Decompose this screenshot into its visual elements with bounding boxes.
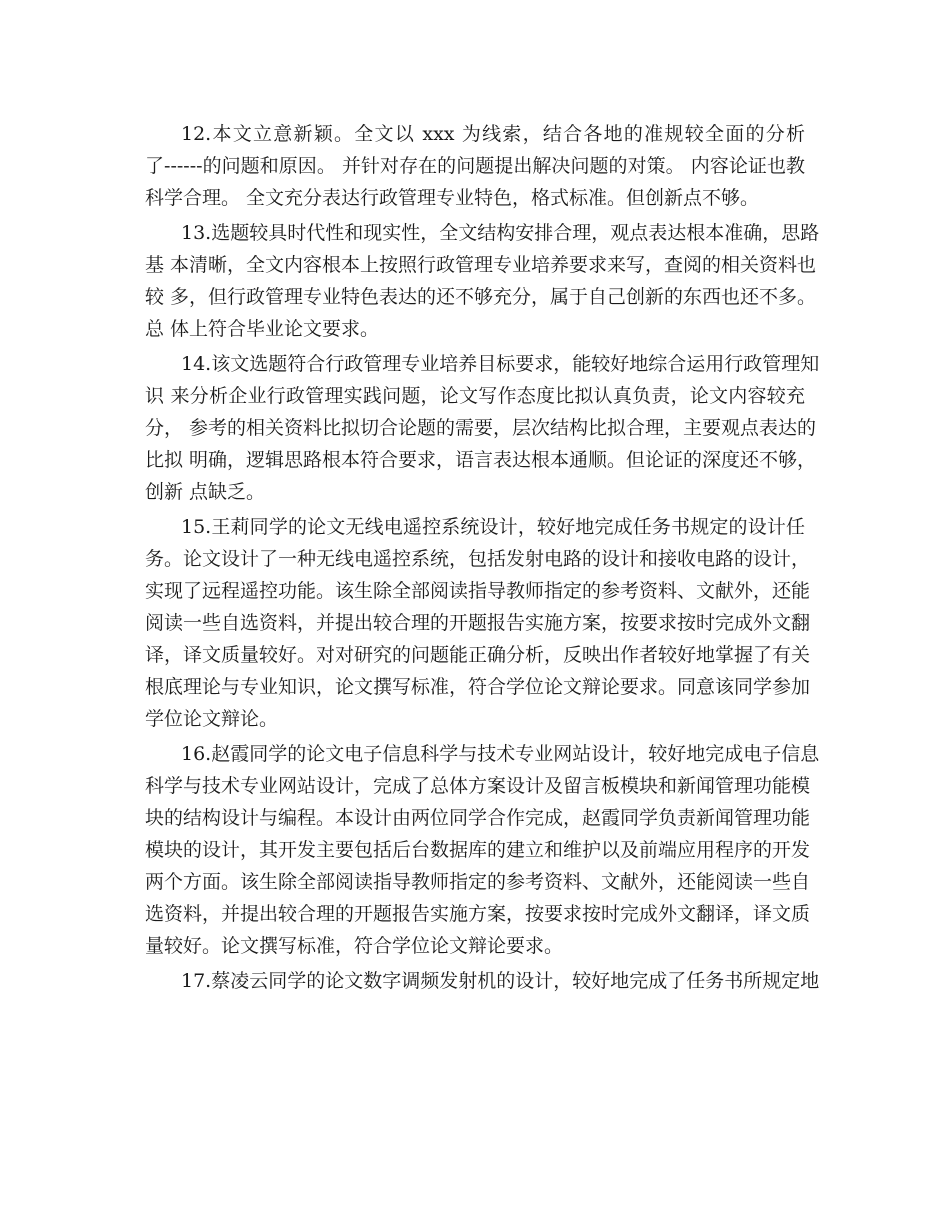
paragraph-13: [145, 217, 820, 345]
text-line: 12.本文立意新颖。全文以 xxx 为线索，结合各地的准规较全面的分析: [181, 123, 805, 145]
text-line: 16.赵霞同学的论文电子信息科学与技术专业网站设计，较好地完成电子信息: [181, 743, 820, 765]
text-line: 译，译文质量较好。对对研究的问题能正确分析，反映出作者较好地掌握了有关: [145, 644, 811, 666]
text-line: 13.选题较具时代性和现实性，全文结构安排合理，观点表达根本准确，思路: [181, 222, 820, 244]
text-line: 根底理论与专业知识，论文撰写标准，符合学位论文辩论要求。同意该同学参加: [145, 676, 811, 698]
text-line: 科学合理。 全文充分表达行政管理专业特色，格式标准。但创新点不够。: [145, 187, 760, 209]
text-line: 分， 参考的相关资料比拟切合论题的需要，层次结构比拟合理，主要观点表达的: [145, 417, 817, 439]
text-line: 识 来分析企业行政管理实践问题，论文写作态度比拟认真负责，论文内容较充: [145, 385, 805, 407]
paragraph-14: [145, 348, 820, 508]
paragraph-16: [145, 738, 820, 962]
text-line: 模块的设计，其开发主要包括后台数据库的建立和维护以及前端应用程序的开发: [145, 839, 811, 861]
text-line: 基 本清晰，全文内容根本上按照行政管理专业培养要求来写，查阅的相关资料也: [145, 254, 817, 276]
text-line: 较 多，但行政管理专业特色表达的还不够充分，属于自己创新的东西也还不多。: [145, 286, 817, 308]
text-line: 15.王莉同学的论文无线电遥控系统设计，较好地完成任务书规定的设计任: [181, 516, 805, 538]
text-line: 比拟 明确，逻辑思路根本符合要求，语言表达根本通顺。但论证的深度还不够，: [145, 449, 817, 471]
paragraph-12: [145, 118, 805, 214]
text-line: 了------的问题和原因。 并针对存在的问题提出解决问题的对策。 内容论证也教: [145, 155, 805, 177]
text-line: 科学与技术专业网站设计，完成了总体方案设计及留言板模块和新闻管理功能模: [145, 775, 811, 797]
text-line: 14.该文选题符合行政管理专业培养目标要求，能较好地综合运用行政管理知: [181, 353, 820, 375]
text-line: 实现了远程遥控功能。该生除全部阅读指导教师指定的参考资料、文献外，还能: [145, 580, 811, 602]
text-line: 学位论文辩论。: [145, 708, 279, 730]
text-line: 17.蔡凌云同学的论文数字调频发射机的设计，较好地完成了任务书所规定地: [181, 970, 820, 992]
text-line: 两个方面。该生除全部阅读指导教师指定的参考资料、文献外，还能阅读一些自: [145, 871, 811, 893]
text-line: 阅读一些自选资料，并提出较合理的开题报告实施方案，按要求按时完成外文翻: [145, 612, 811, 634]
text-line: 务。论文设计了一种无线电遥控系统，包括发射电路的设计和接收电路的设计，: [145, 548, 811, 570]
paragraph-17: [145, 965, 820, 997]
text-line: 选资料，并提出较合理的开题报告实施方案，按要求按时完成外文翻译，译文质: [145, 903, 811, 925]
document-body: [145, 118, 820, 997]
paragraph-15: [145, 511, 811, 735]
text-line: 总 体上符合毕业论文要求。: [145, 318, 380, 340]
text-line: 块的结构设计与编程。本设计由两位同学合作完成，赵霞同学负责新闻管理功能: [145, 807, 811, 829]
text-line: 创新 点缺乏。: [145, 481, 266, 503]
text-line: 量较好。论文撰写标准，符合学位论文辩论要求。: [145, 935, 564, 957]
